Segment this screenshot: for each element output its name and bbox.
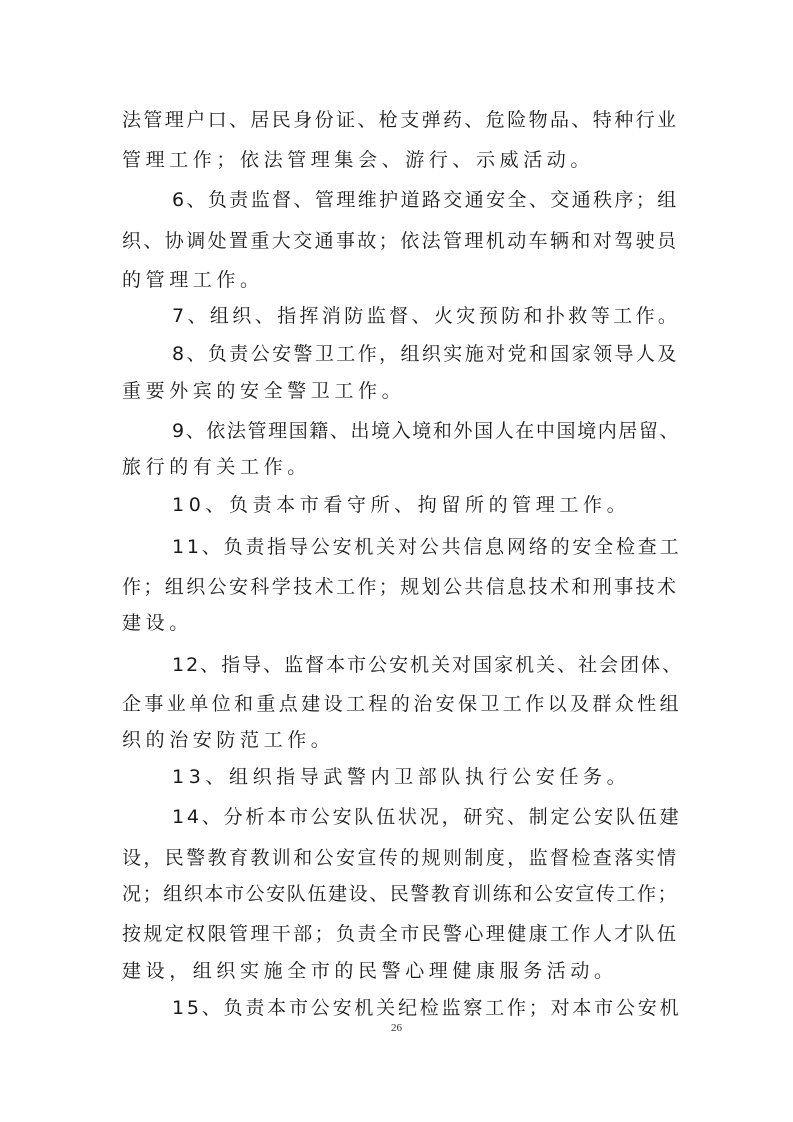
- text-line: 织、协调处置重大交通事故；依法管理机动车辆和对驾驶员: [122, 230, 679, 252]
- text-line: 10、负责本市看守所、拘留所的管理工作。: [172, 494, 631, 516]
- text-line: 的管理工作。: [122, 269, 264, 291]
- text-line: 设，民警教育教训和公安宣传的规则制度，监督检查落实情: [122, 847, 679, 869]
- text-line: 15、负责本市公安机关纪检监察工作；对本市公安机: [172, 997, 682, 1019]
- text-line: 14、分析本市公安队伍状况，研究、制定公安队伍建: [172, 806, 682, 828]
- text-line: 6、负责监督、管理维护道路交通安全、交通秩序；组: [172, 189, 679, 211]
- text-line: 9、依法管理国籍、出境入境和外国人在中国境内居留、: [172, 420, 681, 442]
- text-line: 8、负责公安警卫工作，组织实施对党和国家领导人及: [172, 343, 679, 365]
- text-line: 作；组织公安科学技术工作；规划公共信息技术和刑事技术: [122, 576, 679, 598]
- text-line: 建设，组织实施全市的民警心理健康服务活动。: [122, 960, 618, 982]
- text-line: 建设。: [122, 612, 193, 634]
- text-line: 按规定权限管理干部；负责全市民警心理健康工作人才队伍: [122, 923, 679, 945]
- text-line: 管理工作；依法管理集会、游行、示威活动。: [122, 149, 595, 171]
- text-line: 重要外宾的安全警卫工作。: [122, 380, 406, 402]
- text-line: 企事业单位和重点建设工程的治安保卫工作以及群众性组: [122, 693, 683, 715]
- text-line: 7、组织、指挥消防监督、火灾预防和扑救等工作。: [172, 305, 681, 327]
- text-line: 13、组织指导武警内卫部队执行公安任务。: [172, 766, 631, 788]
- text-line: 11、负责指导公安机关对公共信息网络的安全检查工: [172, 536, 682, 558]
- text-line: 法管理户口、居民身份证、枪支弹药、危险物品、特种行业: [122, 109, 679, 131]
- text-line: 况；组织本市公安队伍建设、民警教育训练和公安宣传工作；: [122, 883, 679, 905]
- text-line: 织的治安防范工作。: [122, 729, 335, 751]
- text-line: 12、指导、监督本市公安机关对国家机关、社会团体、: [172, 654, 684, 676]
- page-number: 26: [391, 1022, 402, 1034]
- text-line: 旅行的有关工作。: [122, 456, 311, 478]
